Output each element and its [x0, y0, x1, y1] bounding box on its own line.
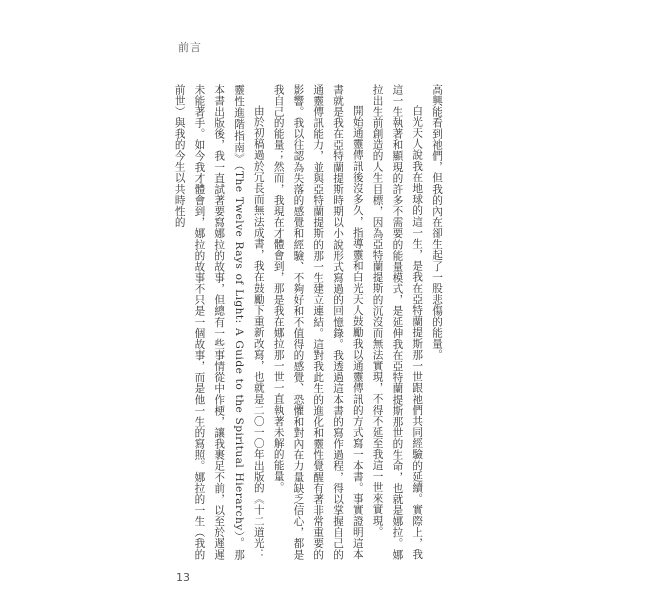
paragraph: 由於初稿過於冗長而無法成書，我在鼓勵下重新改寫，也就是二〇一〇年出版的《十二道光：靈性進階指南》（The Twelve Rays of Light: A Guide to the Spiritual Hierarchy）。那本書出版後，我一直試著要寫娜拉的故事，但總有一些事情從中作梗，讓我裹足不前，以至於遲遲未能著手。如今我才體會到，娜拉的故事不只是一個故事，而是他一生的寫照。娜拉的一生（我的前世）與我的今生以共時性的	[173, 84, 265, 560]
page-number: 13	[176, 571, 190, 584]
paragraph: 白光天人說我在地球的這一生，是我在亞特蘭提斯那一世跟祂們共同經驗的延續。實際上，我這一生執著和顯現的許多不需要的能量模式，是延伸我在亞特蘭提斯那世的生命，也就是娜拉。娜拉出生前創造的人生目標，因為亞特蘭提斯的沉沒而無法實現，不得不延至我這一世來實現。	[371, 84, 424, 560]
paragraph: 開始通靈傳訊後沒多久，指導靈和白光天人鼓勵我以通靈傳訊的方式寫一本書。事實證明這本書就是我在亞特蘭提斯時期以小說形式寫過的回憶錄。我透過這本書的寫作過程，得以掌握自己的通靈傳訊能力，並與亞特蘭提斯的那一生建立連結。這對我此生的進化和靈性覺醒有著非常重要的影響。我以往認為失落的感覺和經驗、不夠好和不值得的感覺、恐懼和對內在力量缺乏信心，都是我自己的能量；然而，我現在才體會到，那是我在娜拉那一世一直執著未解的能量。	[272, 84, 364, 560]
running-header: 前言	[178, 41, 202, 54]
vertical-body-text	[173, 84, 446, 560]
paragraph: 高興能看到祂們，但我的內在卻生起了一股悲傷的能量。	[431, 84, 443, 361]
